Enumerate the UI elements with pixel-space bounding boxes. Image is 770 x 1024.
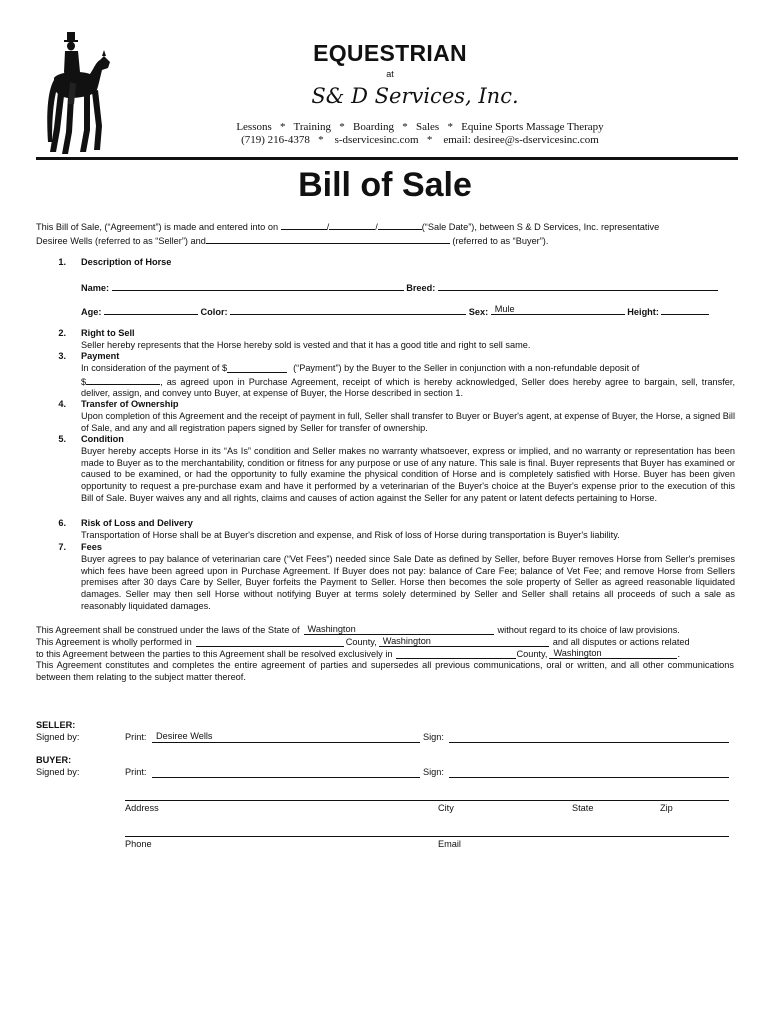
color-label: Color: (200, 307, 228, 317)
intro-paragraph: This Bill of Sale, (“Agreement”) is made and entered into on / / (“Sale Date”), between S & D Services, Inc. representative Desiree Wells (referred to as “Seller”) and (referred to as “Buyer”). (36, 222, 660, 246)
section-heading: Right to Sell (81, 328, 135, 338)
state-label: State (572, 803, 594, 813)
section-body: Buyer hereby accepts Horse in its “As Is” condition and Seller makes no warranty whatsoever, express or implied, and no warranty or representation has been made to Buyer as to the merchantability, condition or fitness for any purpose or use of any nature. This sale is final. Buyer represents that Buyer has examined or caused to be examined, or had the opportunity to fully examine the physical condition of Horse and is completely satisfied with Horse. Buyer has been given opportunity to request a pre-purchase exam and have it performed by a veterinarian of the Buyer's choice at the Buyer's expense prior to the execution of this Bill of Sale. Buyer waives any and all rights, claims and causes of action against the Seller for any patent or latent defects pertaining to Horse. (81, 445, 735, 503)
horse-sex-value: Mule (494, 304, 515, 314)
section-condition (81, 434, 735, 505)
section-heading: Risk of Loss and Delivery (81, 518, 193, 528)
seller-signed-by: Signed by: (36, 732, 80, 742)
governing-text: and all disputes or actions related (552, 636, 690, 647)
section-body: Seller hereby represents that the Horse hereby sold is vested and that it has a good title and right to sell same. (81, 339, 531, 350)
sale-date-year-field[interactable] (378, 220, 422, 230)
horse-breed-field[interactable] (438, 281, 718, 291)
jurisdiction-state-field[interactable] (549, 649, 677, 659)
section-heading: Transfer of Ownership (81, 399, 179, 409)
age-label: Age: (81, 307, 102, 317)
horse-name-field[interactable] (112, 281, 404, 291)
performance-state-value: Washington (382, 635, 431, 646)
name-label: Name: (81, 283, 110, 293)
governing-text: This Agreement is wholly performed in (36, 636, 192, 647)
letterhead-at: at (386, 69, 394, 79)
section-body: Transportation of Horse shall be at Buyer's discretion and expense, and Risk of loss of Horse during transportation is Buyer's liability. (81, 529, 620, 540)
governing-text: without regard to its choice of law provisions. (497, 625, 680, 635)
city-label: City (438, 803, 454, 813)
header-divider (36, 157, 738, 160)
deposit-amount-field[interactable] (86, 375, 160, 385)
address-label: Address (125, 803, 159, 813)
email-label: Email (438, 839, 461, 849)
jurisdiction-county-field[interactable] (396, 649, 516, 659)
section-heading: Fees (81, 542, 102, 552)
height-label: Height: (627, 307, 659, 317)
section-number: 5. (58, 434, 66, 444)
section-number: 6. (58, 518, 66, 528)
section-number: 4. (58, 399, 66, 409)
contact-line: (719) 216-4378 * s-dservicesinc.com * email: desiree@s-dservicesinc.com (241, 134, 599, 146)
seller-print-label: Print: (125, 732, 147, 742)
governing-text: This Agreement constitutes and completes the entire agreement of parties and supersedes all previous communications, oral or written, and all other communications between them relating to the subject matter thereof. (36, 660, 734, 683)
governing-law-paragraph (36, 625, 734, 684)
sex-label: Sex: (468, 307, 489, 317)
section-body: , as agreed upon in Purchase Agreement, receipt of which is hereby acknowledged, Seller does hereby agree to bargain, sell, transfer, deliver, assign, and convey unto Buyer, at expense of Buyer, the Horse described in section 1. (81, 376, 735, 399)
buyer-print-field[interactable] (152, 777, 420, 778)
intro-text: This Bill of Sale, (“Agreement”) is made and entered into on (36, 222, 279, 232)
breed-label: Breed: (406, 283, 436, 293)
section-number: 2. (58, 328, 66, 338)
phone-label: Phone (125, 839, 152, 849)
section-right-to-sell (81, 328, 735, 352)
name-breed-row (81, 281, 718, 293)
buyer-name-field[interactable] (206, 234, 450, 244)
governing-text: . (677, 648, 681, 659)
company-name: S& D Services, Inc. (311, 84, 519, 108)
section-number: 7. (58, 542, 66, 552)
performance-state-field[interactable] (379, 637, 549, 647)
governing-text: to this Agreement between the parties to this Agreement shall be resolved exclusively in (36, 648, 393, 659)
seller-sign-field[interactable] (449, 742, 729, 743)
governing-text: County, (345, 636, 377, 647)
zip-label: Zip (660, 803, 673, 813)
section-body: In consideration of the payment of $ (81, 362, 228, 373)
intro-text: (“Sale Date”), between S & D Services, Inc. representative (421, 222, 660, 232)
buyer-sign-label: Sign: (423, 767, 444, 777)
sale-date-day-field[interactable] (329, 220, 375, 230)
section-payment (81, 351, 735, 400)
buyer-label: BUYER: (36, 755, 72, 765)
governing-text: County, (516, 648, 548, 659)
seller-sign-label: Sign: (423, 732, 444, 742)
section-heading: Payment (81, 351, 120, 361)
seller-label: SELLER: (36, 720, 76, 730)
seller-print-field[interactable] (152, 742, 420, 743)
intro-text: Desiree Wells (referred to as “Seller”) and (36, 235, 206, 246)
letterhead-title: EQUESTRIAN (313, 40, 467, 66)
section-risk (81, 518, 735, 542)
phone-email-field[interactable] (125, 836, 729, 837)
seller-print-value: Desiree Wells (156, 731, 213, 741)
section-body: Buyer agrees to pay balance of veterinarian care (“Vet Fees”) needed since Sale Date as defined by Seller, before Buyer removes Horse from Seller's premises which fees have been agreed upon in Purchase Agreement. If Buyer does not pay: balance of Care Fee; balance of Vet Fee; and remove Horse from Sellers premises after 30 days Care by Seller, Buyer forfeits the Payment to Seller. Horse then becomes the sole property of Seller as agreed reasonable liquidated damages. Seller may then sell Horse without notifying Buyer at terms solely determined by Seller and Seller shall retains all proceeds of such a sale as reasonably liquidated damages. (81, 553, 735, 611)
sale-date-month-field[interactable] (281, 220, 327, 230)
buyer-sign-field[interactable] (449, 777, 729, 778)
section-heading: Condition (81, 434, 124, 444)
section-number: 1. (58, 257, 66, 267)
buyer-signed-by: Signed by: (36, 767, 80, 777)
horse-sex-field[interactable] (491, 305, 625, 315)
age-color-sex-height-row (81, 305, 709, 317)
section-transfer (81, 399, 735, 434)
intro-text: (referred to as “Buyer”). (452, 235, 549, 246)
buyer-print-label: Print: (125, 767, 147, 777)
section-body: (“Payment”) by the Buyer to the Seller in conjunction with a non-refundable deposit of (293, 362, 640, 373)
section-fees (81, 542, 735, 613)
section-body: $ (81, 376, 87, 387)
state-value: Washington (307, 624, 356, 634)
horse-color-field[interactable] (230, 305, 466, 315)
section-heading: Description of Horse (81, 257, 172, 267)
performance-county-field[interactable] (196, 637, 344, 647)
payment-amount-field[interactable] (227, 363, 287, 373)
address-field[interactable] (125, 800, 729, 801)
document-title: Bill of Sale (298, 166, 472, 204)
section-body: Upon completion of this Agreement and the receipt of payment in full, Seller shall transfer to Buyer or Buyer's agent, at expense of Buyer, the Horse, a signed Bill of Sale, and any and all registration papers signed by Seller for transfer of ownership. (81, 410, 735, 433)
services-line: Lessons * Training * Boarding * Sales * Equine Sports Massage Therapy (236, 121, 604, 133)
jurisdiction-state-value: Washington (553, 647, 602, 658)
governing-text: This Agreement shall be construed under the laws of the State of (36, 625, 300, 635)
section-number: 3. (58, 351, 66, 361)
horse-height-field[interactable] (661, 305, 709, 315)
state-field[interactable] (304, 625, 494, 635)
equestrian-logo (40, 32, 112, 156)
horse-age-field[interactable] (104, 305, 198, 315)
